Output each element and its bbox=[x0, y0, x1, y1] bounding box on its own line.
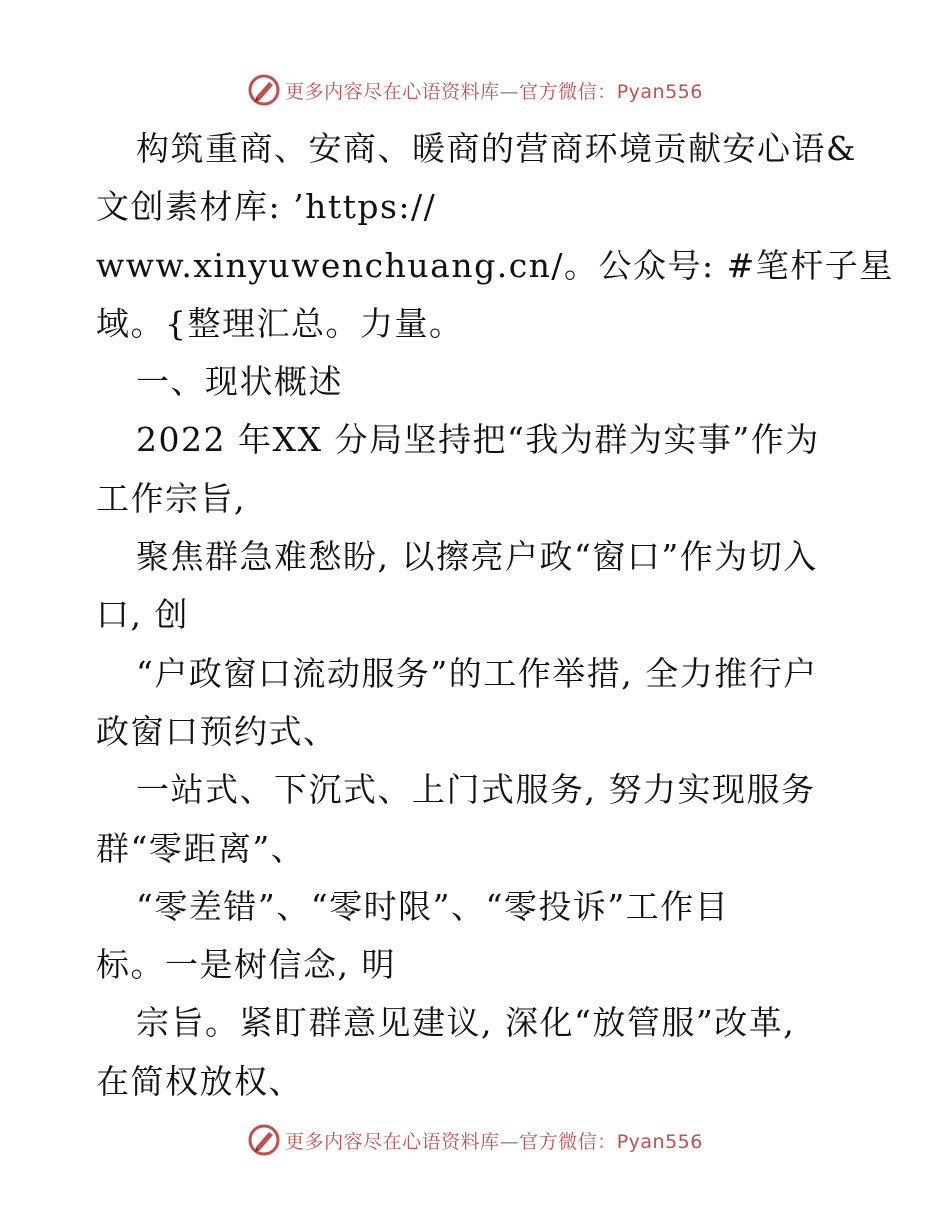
text-line: 口, 创 bbox=[96, 595, 189, 635]
pen-logo-icon bbox=[247, 73, 281, 107]
text-line: 政窗口预约式、 bbox=[96, 711, 338, 751]
text-line: 群“零距离”、 bbox=[96, 828, 306, 868]
text-line: www.xinyuwenchuang.cn/。公众号: #笔杆子星 bbox=[96, 245, 894, 285]
document-body bbox=[96, 120, 894, 1111]
text-line: 标。一是树信念, 明 bbox=[96, 945, 396, 985]
text-line: 文创素材库: ’https:// bbox=[96, 187, 437, 227]
text-line: 聚焦群急难愁盼, 以擦亮户政“窗口”作为切入 bbox=[136, 537, 818, 577]
text-line: “户政窗口流动服务”的工作举措, 全力推行户 bbox=[136, 653, 818, 693]
section-heading: 一、现状概述 bbox=[136, 362, 343, 402]
text-line: “零差错”、“零时限”、“零投诉”工作目 bbox=[136, 886, 730, 926]
text-line: 2022 年XX 分局坚持把“我为群为实事”作为 bbox=[136, 420, 820, 460]
pen-logo-icon bbox=[247, 1123, 281, 1157]
text-line: 域。{整理汇总。力量。 bbox=[96, 303, 464, 343]
text-line: 宗旨。紧盯群意见建议, 深化“放管服”改革, bbox=[136, 1003, 796, 1043]
text-line: 构筑重商、安商、暖商的营商环境贡献安心语& bbox=[136, 129, 857, 168]
watermark-text: 更多内容尽在心语资料库—官方微信：Pyan556 bbox=[285, 1130, 703, 1153]
text-line: 工作宗旨, bbox=[96, 478, 246, 518]
text-line: 在简权放权、 bbox=[96, 1061, 303, 1101]
watermark-text: 更多内容尽在心语资料库—官方微信：Pyan556 bbox=[285, 80, 703, 103]
text-line: 一站式、下沉式、上门式服务, 努力实现服务 bbox=[136, 770, 816, 810]
footer-watermark bbox=[0, 1120, 950, 1160]
header-watermark bbox=[0, 70, 950, 110]
